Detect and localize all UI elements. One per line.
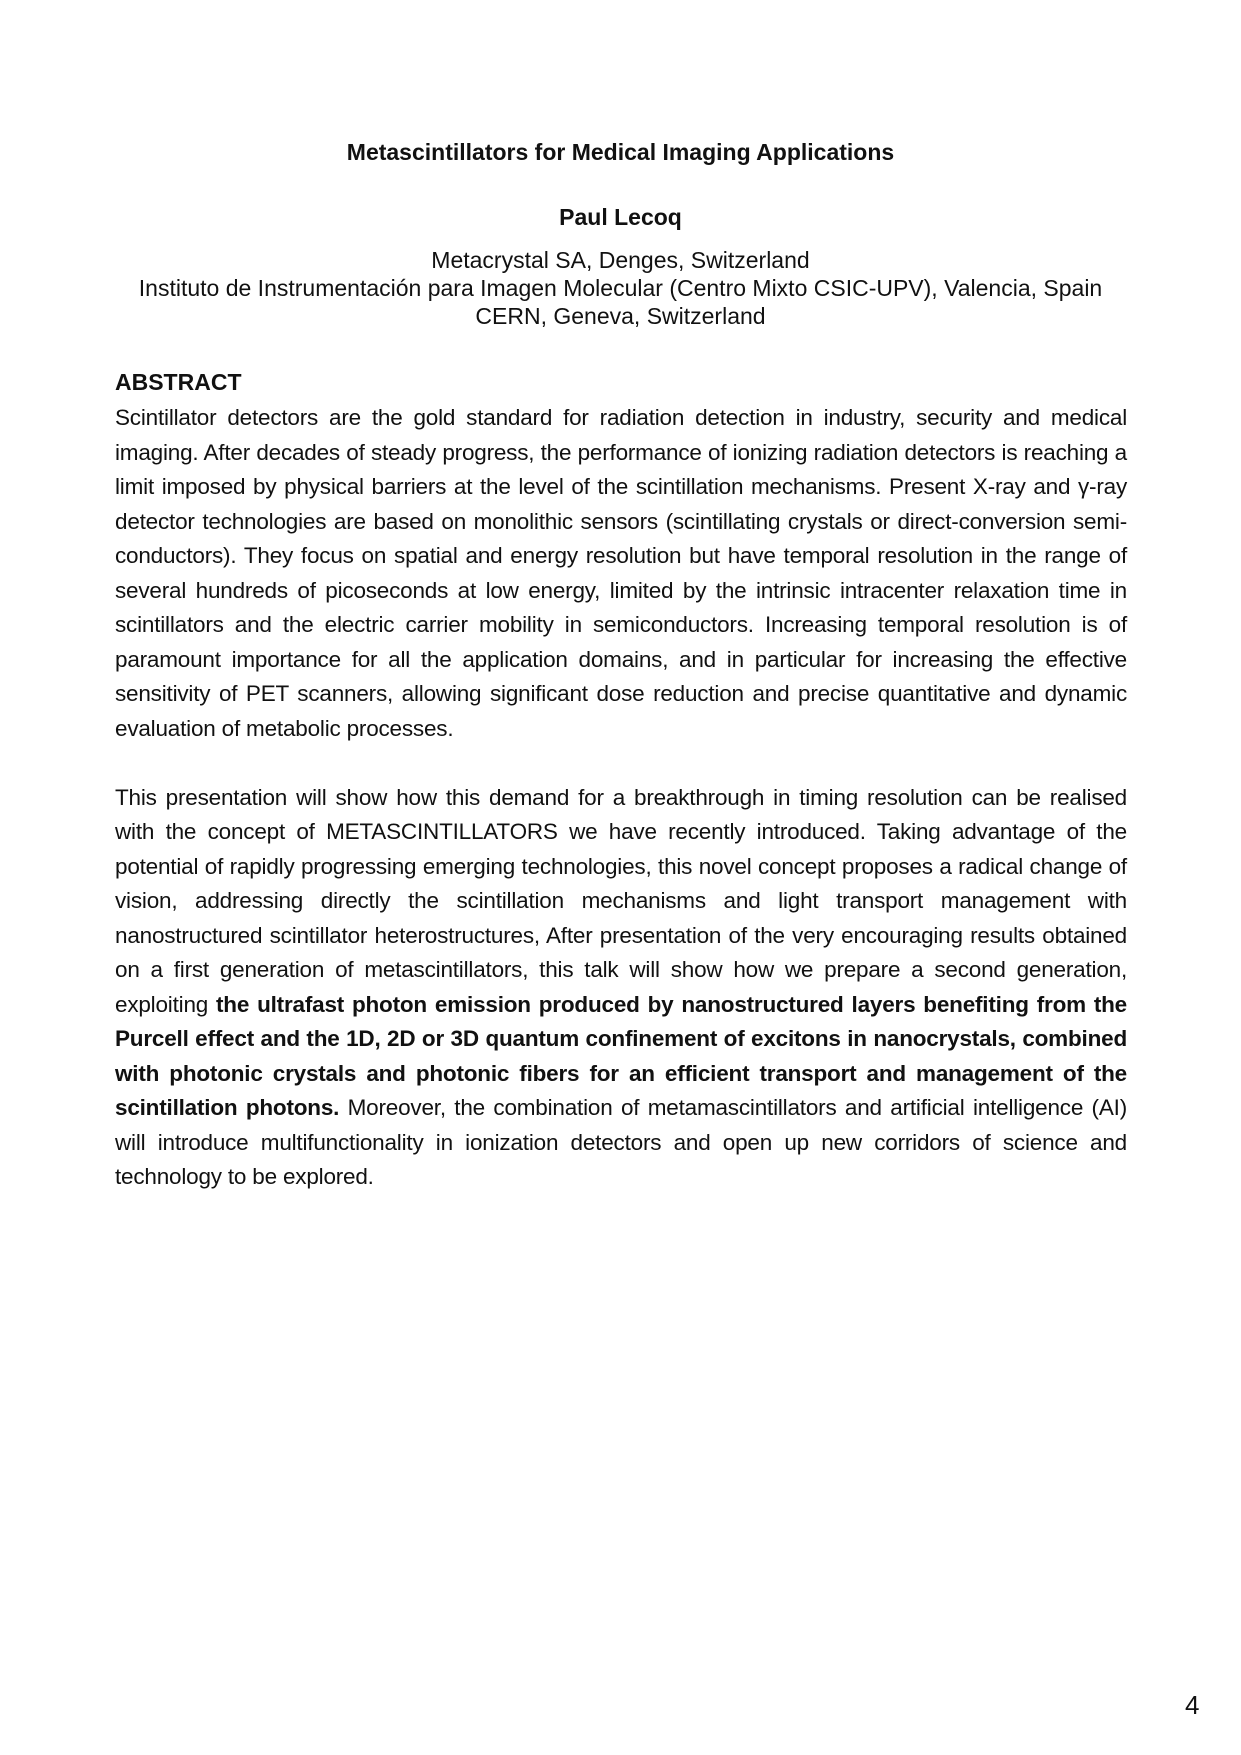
paragraph-text: Moreover, the combination of metamascintillators and artificial intelligence (AI) will introduce multifunctionality in ionization detectors and open up new corridors of science and technology to be explored. xyxy=(115,1095,1128,1189)
affiliation-line: CERN, Geneva, Switzerland xyxy=(475,303,766,329)
affiliation-line: Instituto de Instrumentación para Imagen Molecular (Centro Mixto CSIC-UPV), Valencia, Spain xyxy=(138,275,1103,301)
affiliation-line: Metacrystal SA, Denges, Switzerland xyxy=(431,247,810,273)
abstract-paragraph-2 xyxy=(115,781,1127,1195)
paper-title: Metascintillators for Medical Imaging Applications xyxy=(346,139,895,165)
abstract-paragraph-1: Scintillator detectors are the gold standard for radiation detection in industry, security and medical imaging. After decades of steady progress, the performance of ionizing radiation detectors is reaching a limit imposed by physical barriers at the level of the scintillation mechanisms. Present X-ray and γ-ray detector technologies are based on monolithic sensors (scintillating crystals or direct-conversion semi-conductors). They focus on spatial and energy resolution but have temporal resolution in the range of several hundreds of picoseconds at low energy, limited by the intrinsic intracenter relaxation time in scintillators and the electric carrier mobility in semiconductors. Increasing temporal resolution is of paramount importance for all the application domains, and in particular for increasing the effective sensitivity of PET scanners, allowing significant dose reduction and precise quantitative and dynamic evaluation of metabolic processes. xyxy=(115,405,1127,741)
abstract-body xyxy=(115,401,1127,1195)
affiliations-block xyxy=(0,246,1241,330)
author-name: Paul Lecoq xyxy=(559,204,682,230)
page-number: 4 xyxy=(1185,1690,1200,1720)
paragraph-text: This presentation will show how this demand for a breakthrough in timing resolution can be realised with the concept of METASCINTILLATORS we have recently introduced. Taking advantage of the potential of rapidly progressing emerging technologies, this novel concept proposes a radical change of vision, addressing directly the scintillation mechanisms and light transport management with nanostructured scintillator heterostructures, After presentation of the very encouraging results obtained on a first generation of metascintillators, this talk will show how we prepare a second generation, exploiting xyxy=(115,784,1127,1017)
emphasized-text: the ultrafast photon emission produced by nanostructured layers benefiting from the Purcell effect and the 1D, 2D or 3D quantum confinement of excitons in nanocrystals, combined with photonic crystals and photonic fibers for an efficient transport and management of the scintillation photons. xyxy=(115,991,1127,1120)
abstract-heading: ABSTRACT xyxy=(115,369,242,395)
